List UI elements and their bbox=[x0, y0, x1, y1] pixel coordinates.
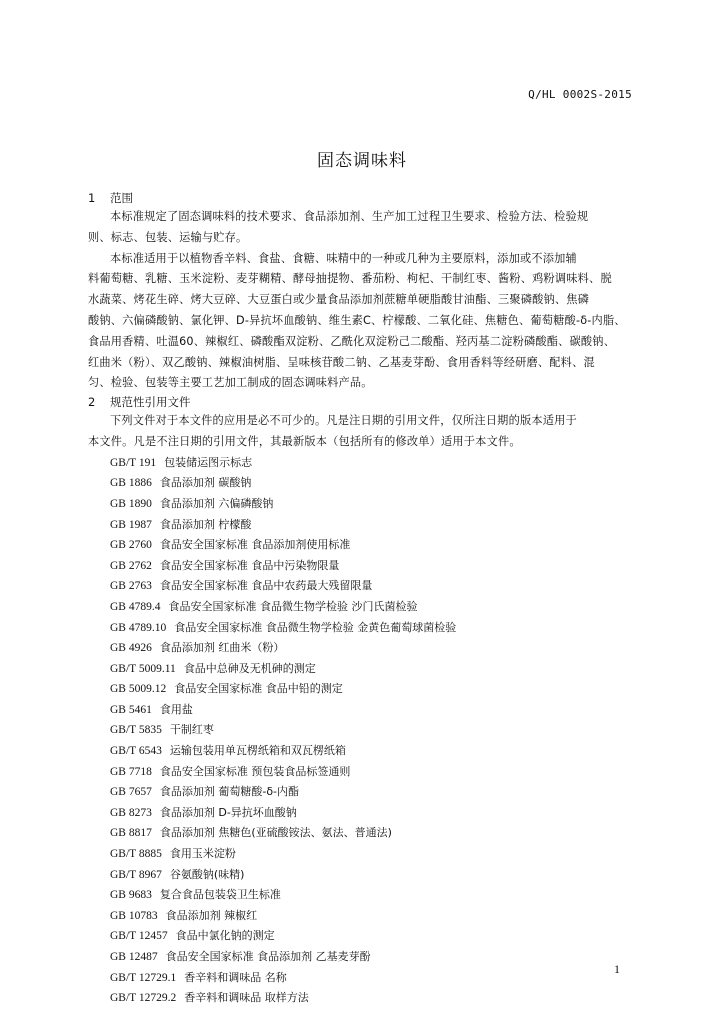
reference-code: GB 1890 bbox=[110, 497, 152, 510]
reference-title: 食用盐 bbox=[159, 702, 193, 716]
reference-item bbox=[88, 968, 636, 989]
reference-title: 食品添加剂 葡萄糖酸-δ-内酯 bbox=[159, 785, 300, 799]
reference-code: GB/T 12457 bbox=[110, 930, 168, 943]
reference-code: GB/T 5835 bbox=[110, 724, 162, 737]
reference-item bbox=[88, 576, 636, 597]
reference-item bbox=[88, 823, 636, 844]
reference-title: 香辛料和调味品 取样方法 bbox=[184, 991, 309, 1005]
document-body bbox=[88, 190, 636, 1009]
reference-item bbox=[88, 700, 636, 721]
reference-item bbox=[88, 659, 636, 680]
reference-item bbox=[88, 926, 636, 947]
reference-code: GB 4789.4 bbox=[110, 600, 161, 613]
reference-title: 食品添加剂 柠檬酸 bbox=[159, 517, 252, 531]
reference-title: 干制红枣 bbox=[169, 723, 214, 737]
reference-code: GB/T 8967 bbox=[110, 868, 162, 881]
reference-item bbox=[88, 741, 636, 762]
section-title: 范围 bbox=[110, 191, 133, 205]
reference-title: 谷氨酸钠(味精) bbox=[169, 867, 245, 881]
reference-list bbox=[88, 453, 636, 1009]
reference-code: GB 5461 bbox=[110, 703, 152, 716]
reference-title: 食品安全国家标准 食品微生物学检验 金黄色葡萄球菌检验 bbox=[174, 620, 457, 634]
paragraph-line: 则、标志、包装、运输与贮存。 bbox=[88, 230, 248, 244]
section-number: 1 bbox=[88, 191, 96, 205]
reference-item bbox=[88, 906, 636, 927]
reference-item bbox=[88, 720, 636, 741]
document-title: 固态调味料 bbox=[317, 151, 407, 171]
reference-code: GB 2760 bbox=[110, 539, 152, 552]
reference-title: 食用玉米淀粉 bbox=[169, 847, 236, 861]
reference-code: GB 1886 bbox=[110, 477, 152, 490]
reference-item bbox=[88, 947, 636, 968]
reference-title: 复合食品包装袋卫生标准 bbox=[159, 888, 281, 902]
scope-paragraph-1 bbox=[88, 207, 636, 249]
reference-item bbox=[88, 988, 636, 1009]
reference-item bbox=[88, 515, 636, 536]
reference-item bbox=[88, 597, 636, 618]
reference-title: 食品安全国家标准 食品中农药最大残留限量 bbox=[159, 579, 373, 593]
reference-title: 食品中总砷及无机砷的测定 bbox=[183, 661, 316, 675]
reference-code: GB/T 12729.1 bbox=[110, 971, 177, 984]
reference-title: 食品安全国家标准 食品添加剂 乙基麦芽酚 bbox=[165, 950, 371, 964]
reference-code: GB 9683 bbox=[110, 889, 152, 902]
reference-code: GB 1987 bbox=[110, 518, 152, 531]
reference-item bbox=[88, 803, 636, 824]
reference-item bbox=[88, 865, 636, 886]
reference-code: GB 7657 bbox=[110, 786, 152, 799]
reference-item bbox=[88, 679, 636, 700]
normative-intro bbox=[88, 411, 636, 453]
reference-code: GB 2762 bbox=[110, 559, 152, 572]
reference-code: GB 7718 bbox=[110, 765, 152, 778]
reference-item bbox=[88, 782, 636, 803]
reference-title: 食品安全国家标准 食品中污染物限量 bbox=[159, 558, 340, 572]
reference-title: 运输包装用单瓦楞纸箱和双瓦楞纸箱 bbox=[169, 744, 346, 758]
reference-item bbox=[88, 618, 636, 639]
section-heading-scope bbox=[88, 190, 636, 207]
paragraph-line: 本文件。凡是不注日期的引用文件，其最新版本（包括所有的修改单）适用于本文件。 bbox=[88, 434, 521, 448]
reference-code: GB/T 6543 bbox=[110, 745, 162, 758]
reference-title: 食品添加剂 六偏磷酸钠 bbox=[159, 496, 274, 510]
reference-title: 食品添加剂 辣椒红 bbox=[165, 908, 258, 922]
reference-code: GB 4926 bbox=[110, 642, 152, 655]
paragraph-line: 红曲米（粉）、双乙酸钠、辣椒油树脂、呈味核苷酸二钠、乙基麦芽酚、食用香料等经研磨、配料、混 bbox=[88, 355, 595, 369]
reference-code: GB 5009.12 bbox=[110, 683, 167, 696]
reference-title: 食品添加剂 D-异抗坏血酸钠 bbox=[159, 805, 297, 819]
page-number: 1 bbox=[614, 962, 620, 976]
section-title: 规范性引用文件 bbox=[110, 395, 191, 410]
reference-code: GB 4789.10 bbox=[110, 621, 167, 634]
reference-item bbox=[88, 762, 636, 783]
reference-title: 食品安全国家标准 食品添加剂使用标准 bbox=[159, 538, 351, 552]
reference-code: GB/T 5009.11 bbox=[110, 662, 176, 675]
reference-code: GB/T 8885 bbox=[110, 848, 162, 861]
reference-code: GB 8817 bbox=[110, 827, 152, 840]
section-heading-normative bbox=[88, 394, 636, 411]
reference-code: GB 8273 bbox=[110, 806, 152, 819]
reference-title: 食品添加剂 碳酸钠 bbox=[159, 476, 252, 490]
reference-item bbox=[88, 844, 636, 865]
paragraph-line: 匀、检验、包装等主要工艺加工制成的固态调味料产品。 bbox=[88, 376, 373, 390]
reference-title: 食品安全国家标准 食品中铅的测定 bbox=[174, 682, 343, 696]
reference-code: GB/T 191 bbox=[110, 456, 157, 469]
reference-title: 香辛料和调味品 名称 bbox=[184, 970, 287, 984]
reference-title: 食品添加剂 红曲米（粉） bbox=[159, 641, 285, 655]
paragraph-line: 本标准适用于以植物香辛料、食盐、食糖、味精中的一种或几种为主要原料，添加或不添加辅 bbox=[110, 251, 577, 265]
reference-title: 食品安全国家标准 预包装食品标签通则 bbox=[159, 764, 351, 778]
reference-code: GB 10783 bbox=[110, 909, 158, 922]
reference-item bbox=[88, 556, 636, 577]
standard-code: Q/HL 0002S-2015 bbox=[528, 88, 632, 101]
reference-code: GB 12487 bbox=[110, 951, 158, 964]
reference-item bbox=[88, 473, 636, 494]
paragraph-line: 水蔬菜、烤花生碎、烤大豆碎、大豆蛋白或少量食品添加剂蔗糖单硬脂酸甘油酯、三聚磷酸钠、焦磷 bbox=[88, 293, 590, 307]
reference-item bbox=[88, 535, 636, 556]
reference-item bbox=[88, 453, 636, 474]
scope-paragraph-2 bbox=[88, 249, 636, 395]
reference-code: GB/T 12729.2 bbox=[110, 992, 177, 1005]
reference-item bbox=[88, 494, 636, 515]
reference-code: GB 2763 bbox=[110, 580, 152, 593]
section-number: 2 bbox=[88, 395, 96, 410]
paragraph-line: 食品用香精、吐温60、辣椒红、磷酸酯双淀粉、乙酰化双淀粉己二酸酯、羟丙基二淀粉磷酸酯、碳酸钠、 bbox=[88, 334, 616, 348]
reference-title: 食品添加剂 焦糖色(亚硫酸铵法、氨法、普通法) bbox=[159, 826, 392, 840]
paragraph-line: 料葡萄糖、乳糖、玉米淀粉、麦芽糊精、酵母抽提物、番茄粉、枸杞、干制红枣、酱粉、鸡粉调味料、脱 bbox=[88, 272, 612, 286]
reference-title: 食品安全国家标准 食品微生物学检验 沙门氏菌检验 bbox=[168, 599, 418, 613]
reference-title: 包装储运图示标志 bbox=[164, 455, 253, 469]
paragraph-line: 本标准规定了固态调味料的技术要求、食品添加剂、生产加工过程卫生要求、检验方法、检验规 bbox=[110, 210, 589, 223]
paragraph-line: 下列文件对于本文件的应用是必不可少的。凡是注日期的引用文件，仅所注日期的版本适用于 bbox=[110, 414, 577, 428]
paragraph-line: 酸钠、六偏磷酸钠、氯化钾、D-异抗坏血酸钠、维生素C、柠檬酸、二氧化硅、焦糖色、葡萄糖酸-δ-内脂、 bbox=[88, 313, 626, 327]
reference-item bbox=[88, 638, 636, 659]
reference-item bbox=[88, 885, 636, 906]
reference-title: 食品中氯化钠的测定 bbox=[175, 929, 275, 943]
